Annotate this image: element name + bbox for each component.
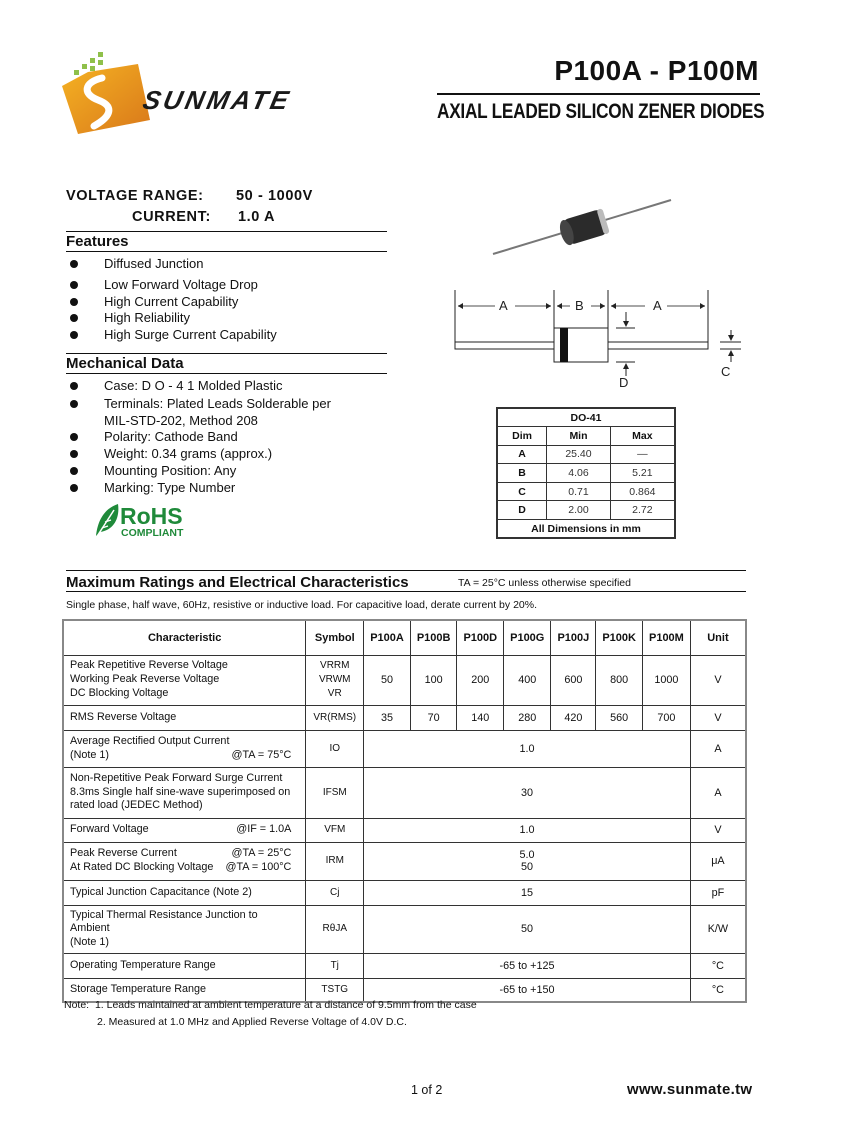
table-row: Typical Thermal Resistance Junction to Ambient (Note 1) RθJA 50 K/W bbox=[63, 905, 746, 953]
dimension-table bbox=[496, 407, 676, 539]
features-title: Features bbox=[66, 233, 129, 250]
features-bottom-rule bbox=[66, 251, 387, 252]
table-row: Typical Junction Capacitance (Note 2) Cj 15 pF bbox=[63, 880, 746, 905]
bullet-icon bbox=[70, 484, 78, 492]
voltage-range-value: 50 - 1000V bbox=[236, 188, 313, 204]
table-row: Operating Temperature Range Tj -65 to +125 °C bbox=[63, 953, 746, 978]
title-divider bbox=[437, 93, 760, 95]
table-row: Storage Temperature Range TSTG -65 to +150 °C bbox=[63, 978, 746, 1002]
rohs-label: RoHS bbox=[120, 503, 183, 529]
table-row: Forward Voltage @IF = 1.0A VFM 1.0 V bbox=[63, 818, 746, 842]
current-value: 1.0 A bbox=[238, 209, 276, 225]
feature-item: Diffused Junction bbox=[66, 256, 277, 273]
feature-item: High Surge Current Capability bbox=[66, 327, 277, 344]
sunmate-logo bbox=[58, 50, 328, 140]
mechanical-list bbox=[66, 378, 331, 497]
bullet-icon bbox=[70, 260, 78, 268]
bullet-icon bbox=[70, 400, 78, 408]
notes bbox=[64, 997, 477, 1031]
ratings-table bbox=[62, 619, 747, 1003]
ratings-bottom-rule bbox=[66, 591, 746, 592]
rohs-compliant-label: COMPLIANT bbox=[121, 527, 184, 539]
dim-header-dim: Dim bbox=[497, 427, 547, 446]
feature-item: High Reliability bbox=[66, 310, 277, 327]
dim-header-min: Min bbox=[547, 427, 611, 446]
dim-table-title: DO-41 bbox=[497, 408, 675, 427]
bullet-icon bbox=[70, 298, 78, 306]
mechanical-item: Weight: 0.34 grams (approx.) bbox=[66, 446, 331, 463]
dimension-drawing bbox=[455, 290, 741, 376]
mechanical-title: Mechanical Data bbox=[66, 355, 184, 372]
dim-row: B 4.06 5.21 bbox=[497, 464, 675, 483]
mechanical-item: Mounting Position: Any bbox=[66, 463, 331, 480]
bullet-icon bbox=[70, 314, 78, 322]
mechanical-item: Marking: Type Number bbox=[66, 480, 331, 497]
bullet-icon bbox=[70, 450, 78, 458]
part-range-title: P100A - P100M bbox=[554, 55, 759, 86]
bullet-icon bbox=[70, 331, 78, 339]
mechanical-bottom-rule bbox=[66, 373, 387, 374]
ratings-condition: TA = 25°C unless otherwise specified bbox=[458, 577, 631, 589]
dim-label-a: A bbox=[499, 298, 508, 313]
table-row: Peak Repetitive Reverse Voltage Working Peak Reverse Voltage DC Blocking Voltage VRRM VRWM VR 50 100 200 400 600 800 1000 V bbox=[63, 655, 746, 705]
rohs-badge bbox=[92, 500, 202, 540]
do41-package-diagram bbox=[445, 190, 745, 400]
page-number: 1 of 2 bbox=[411, 1083, 443, 1097]
leaf-icon bbox=[96, 504, 118, 538]
dim-label-a-right: A bbox=[653, 298, 662, 313]
mechanical-top-rule bbox=[66, 353, 387, 354]
dim-row: A 25.40 — bbox=[497, 445, 675, 464]
feature-item: Low Forward Voltage Drop bbox=[66, 277, 277, 294]
ratings-top-rule bbox=[66, 570, 746, 571]
dim-label-c: C bbox=[721, 364, 731, 379]
bullet-icon bbox=[70, 281, 78, 289]
feature-item: High Current Capability bbox=[66, 294, 277, 311]
features-top-rule bbox=[66, 231, 387, 232]
dim-label-b: B bbox=[575, 298, 584, 313]
dim-row: D 2.00 2.72 bbox=[497, 501, 675, 520]
table-row: Average Rectified Output Current (Note 1) @TA = 75°C IO 1.0 A bbox=[63, 730, 746, 767]
mechanical-item: Terminals: Plated Leads Solderable per bbox=[66, 396, 331, 413]
mechanical-item: Case: D O - 4 1 Molded Plastic bbox=[66, 378, 331, 395]
bullet-icon bbox=[70, 382, 78, 390]
current-label: CURRENT: bbox=[132, 209, 211, 225]
dim-table-footer: All Dimensions in mm bbox=[497, 520, 675, 539]
voltage-range-label: VOLTAGE RANGE: bbox=[66, 188, 204, 204]
svg-text:SUNMATE: SUNMATE bbox=[140, 85, 295, 115]
logo-icon bbox=[58, 50, 328, 140]
diode-photo bbox=[493, 200, 671, 254]
features-list bbox=[66, 256, 277, 344]
table-row: Peak Reverse Current @TA = 25°C At Rated DC Blocking Voltage @TA = 100°C IRM 5.0 50 μA bbox=[63, 842, 746, 880]
product-subtitle: AXIAL LEADED SILICON ZENER DIODES bbox=[437, 100, 765, 123]
bullet-icon bbox=[70, 467, 78, 475]
table-row: Non-Repetitive Peak Forward Surge Current 8.3ms Single half sine-wave superimposed on rated load (JEDEC Method) IFSM 30 A bbox=[63, 767, 746, 818]
dim-label-d: D bbox=[619, 375, 629, 390]
note-item: 2. Measured at 1.0 MHz and Applied Reverse Voltage of 4.0V D.C. bbox=[97, 1016, 407, 1028]
dim-header-max: Max bbox=[610, 427, 675, 446]
mechanical-item-continued: MIL-STD-202, Method 208 bbox=[104, 412, 258, 428]
website-link[interactable]: www.sunmate.tw bbox=[627, 1081, 753, 1098]
ratings-header-row: Characteristic Symbol P100A P100B P100D P100G P100J P100K P100M Unit bbox=[63, 620, 746, 655]
note-item: Note: 1. Leads maintained at ambient temperature at a distance of 9.5mm from the case bbox=[64, 999, 477, 1011]
ratings-note: Single phase, half wave, 60Hz, resistive or inductive load. For capacitive load, derate current by 20%. bbox=[66, 599, 537, 611]
ratings-title: Maximum Ratings and Electrical Characteristics bbox=[66, 574, 409, 591]
mechanical-item: Polarity: Cathode Band bbox=[66, 429, 331, 446]
dim-row: C 0.71 0.864 bbox=[497, 482, 675, 501]
table-row: RMS Reverse Voltage VR(RMS) 35 70 140 280 420 560 700 V bbox=[63, 705, 746, 730]
bullet-icon bbox=[70, 433, 78, 441]
